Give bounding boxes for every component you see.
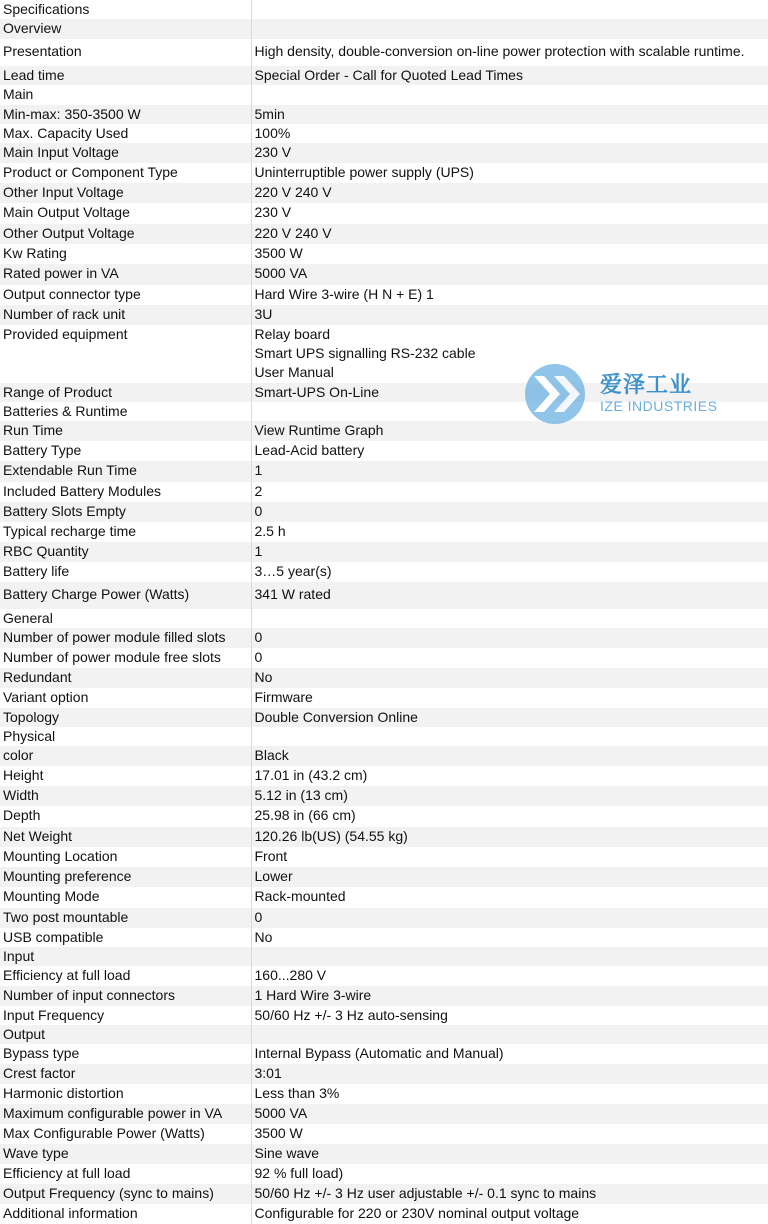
spec-row <box>0 203 768 224</box>
spec-value <box>251 85 768 105</box>
spec-label: Max. Capacity Used <box>0 124 251 143</box>
spec-value: 2.5 h <box>251 522 768 542</box>
watermark-brand-en: IZE INDUSTRIES <box>600 398 717 414</box>
spec-value: 2 <box>251 482 768 502</box>
spec-label: USB compatible <box>0 928 251 947</box>
spec-value: 1 <box>251 542 768 562</box>
section-title: Input <box>0 947 251 966</box>
spec-row <box>0 986 768 1006</box>
spec-label: Other Input Voltage <box>0 183 251 203</box>
spec-value: Less than 3% <box>251 1084 768 1104</box>
watermark-brand-cn: 爱泽工业 <box>600 368 692 399</box>
spec-label: Width <box>0 786 251 806</box>
spec-value <box>251 727 768 746</box>
spec-value: 5min <box>251 105 768 124</box>
spec-row <box>0 1204 768 1224</box>
spec-value: 1 <box>251 461 768 482</box>
spec-value: 5.12 in (13 cm) <box>251 786 768 806</box>
spec-row <box>0 688 768 708</box>
spec-value: No <box>251 668 768 688</box>
spec-row <box>0 39 768 66</box>
spec-label: Variant option <box>0 688 251 708</box>
spec-value: Smart-UPS On-Line <box>251 383 768 402</box>
spec-label: Crest factor <box>0 1064 251 1084</box>
spec-value: 220 V 240 V <box>251 224 768 244</box>
spec-label: Provided equipment <box>0 325 251 383</box>
spec-value: No <box>251 928 768 947</box>
spec-label: Range of Product <box>0 383 251 402</box>
spec-label: Max Configurable Power (Watts) <box>0 1124 251 1144</box>
spec-row <box>0 522 768 542</box>
section-title: Main <box>0 85 251 105</box>
spec-row <box>0 482 768 502</box>
spec-row <box>0 183 768 203</box>
spec-label: Product or Component Type <box>0 163 251 183</box>
spec-value: 3U <box>251 305 768 325</box>
spec-label: Additional information <box>0 1204 251 1224</box>
spec-label: Number of power module filled slots <box>0 628 251 648</box>
spec-value: 230 V <box>251 203 768 224</box>
spec-row <box>0 383 768 402</box>
spec-value: 3:01 <box>251 1064 768 1084</box>
spec-label: Battery Type <box>0 441 251 461</box>
spec-label: Presentation <box>0 39 251 66</box>
spec-value: 5000 VA <box>251 264 768 285</box>
spec-row <box>0 1064 768 1084</box>
spec-value: Special Order - Call for Quoted Lead Times <box>251 66 768 85</box>
section-title: Physical <box>0 727 251 746</box>
spec-value: 120.26 lb(US) (54.55 kg) <box>251 827 768 847</box>
spec-row <box>0 1104 768 1124</box>
spec-label: Number of input connectors <box>0 986 251 1006</box>
spec-value: 25.98 in (66 cm) <box>251 806 768 827</box>
spec-row <box>0 827 768 847</box>
spec-row <box>0 502 768 522</box>
spec-label: Bypass type <box>0 1044 251 1064</box>
spec-row <box>0 66 768 85</box>
spec-label: Main Input Voltage <box>0 143 251 163</box>
spec-row <box>0 143 768 163</box>
spec-label: Mounting Mode <box>0 887 251 908</box>
section-header-row <box>0 1025 768 1044</box>
spec-row <box>0 163 768 183</box>
spec-value: 3…5 year(s) <box>251 562 768 582</box>
spec-row <box>0 461 768 482</box>
spec-row <box>0 562 768 582</box>
spec-value <box>251 0 768 19</box>
section-title: Specifications <box>0 0 251 19</box>
spec-value: High density, double-conversion on-line power protection with scalable runtime. <box>251 39 768 66</box>
spec-value-line: Smart UPS signalling RS-232 cable <box>255 344 768 363</box>
spec-row <box>0 746 768 766</box>
section-header-row <box>0 19 768 39</box>
spec-label: Other Output Voltage <box>0 224 251 244</box>
spec-label: Rated power in VA <box>0 264 251 285</box>
spec-value <box>251 1025 768 1044</box>
spec-value: Internal Bypass (Automatic and Manual) <box>251 1044 768 1064</box>
spec-value: Lead-Acid battery <box>251 441 768 461</box>
spec-row <box>0 806 768 827</box>
section-header-row <box>0 609 768 628</box>
spec-value: 17.01 in (43.2 cm) <box>251 766 768 786</box>
spec-label: Height <box>0 766 251 786</box>
spec-row <box>0 582 768 609</box>
spec-value <box>251 947 768 966</box>
spec-row <box>0 1044 768 1064</box>
section-header-row <box>0 402 768 421</box>
spec-label: Output Frequency (sync to mains) <box>0 1184 251 1204</box>
spec-row <box>0 1084 768 1104</box>
spec-row <box>0 648 768 668</box>
spec-label: RBC Quantity <box>0 542 251 562</box>
section-title: Batteries & Runtime <box>0 402 251 421</box>
spec-value: 1 Hard Wire 3-wire <box>251 986 768 1006</box>
spec-label: Number of rack unit <box>0 305 251 325</box>
spec-label: Efficiency at full load <box>0 966 251 986</box>
spec-label: Input Frequency <box>0 1006 251 1025</box>
spec-label: Two post mountable <box>0 908 251 928</box>
spec-value: 0 <box>251 648 768 668</box>
spec-row <box>0 1164 768 1184</box>
spec-value: 341 W rated <box>251 582 768 609</box>
spec-row <box>0 1124 768 1144</box>
spec-label: Net Weight <box>0 827 251 847</box>
spec-value-line: Relay board <box>255 325 768 344</box>
spec-row <box>0 766 768 786</box>
section-title: Output <box>0 1025 251 1044</box>
spec-value: View Runtime Graph <box>251 421 768 441</box>
spec-value: 220 V 240 V <box>251 183 768 203</box>
section-header-row <box>0 727 768 746</box>
spec-value: Rack-mounted <box>251 887 768 908</box>
section-header-row <box>0 0 768 19</box>
spec-value: Black <box>251 746 768 766</box>
spec-label: Typical recharge time <box>0 522 251 542</box>
spec-value: Double Conversion Online <box>251 708 768 727</box>
spec-row <box>0 264 768 285</box>
spec-value-line: User Manual <box>255 363 768 382</box>
spec-value: 0 <box>251 628 768 648</box>
spec-label: Min-max: 350-3500 W <box>0 105 251 124</box>
spec-row <box>0 628 768 648</box>
section-title: Overview <box>0 19 251 39</box>
spec-row <box>0 887 768 908</box>
spec-value: 160...280 V <box>251 966 768 986</box>
section-header-row <box>0 85 768 105</box>
spec-label: Mounting Location <box>0 847 251 867</box>
spec-row <box>0 847 768 867</box>
spec-value: Firmware <box>251 688 768 708</box>
spec-value: 100% <box>251 124 768 143</box>
spec-value <box>251 325 768 383</box>
spec-value: 0 <box>251 502 768 522</box>
spec-row <box>0 1144 768 1164</box>
spec-value: 3500 W <box>251 244 768 264</box>
spec-row <box>0 1184 768 1204</box>
spec-row <box>0 542 768 562</box>
spec-label: Battery Slots Empty <box>0 502 251 522</box>
section-header-row <box>0 947 768 966</box>
spec-row <box>0 244 768 264</box>
spec-value <box>251 402 768 421</box>
spec-row <box>0 285 768 305</box>
spec-value <box>251 609 768 628</box>
spec-label: Maximum configurable power in VA <box>0 1104 251 1124</box>
spec-label: Wave type <box>0 1144 251 1164</box>
spec-label: Main Output Voltage <box>0 203 251 224</box>
spec-label: Output connector type <box>0 285 251 305</box>
spec-row <box>0 668 768 688</box>
spec-value: Configurable for 220 or 230V nominal output voltage <box>251 1204 768 1224</box>
spec-label: color <box>0 746 251 766</box>
spec-row <box>0 966 768 986</box>
spec-value: 3500 W <box>251 1124 768 1144</box>
spec-value: Uninterruptible power supply (UPS) <box>251 163 768 183</box>
spec-label: Mounting preference <box>0 867 251 887</box>
spec-label: Battery life <box>0 562 251 582</box>
spec-row <box>0 908 768 928</box>
spec-label: Run Time <box>0 421 251 441</box>
spec-label: Extendable Run Time <box>0 461 251 482</box>
spec-row <box>0 325 768 383</box>
spec-value: 0 <box>251 908 768 928</box>
spec-label: Efficiency at full load <box>0 1164 251 1184</box>
spec-row <box>0 441 768 461</box>
spec-label: Redundant <box>0 668 251 688</box>
spec-row <box>0 1006 768 1025</box>
spec-row <box>0 305 768 325</box>
spec-value: Hard Wire 3-wire (H N + E) 1 <box>251 285 768 305</box>
spec-label: Battery Charge Power (Watts) <box>0 582 251 609</box>
spec-label: Topology <box>0 708 251 727</box>
spec-label: Included Battery Modules <box>0 482 251 502</box>
spec-value: 92 % full load) <box>251 1164 768 1184</box>
spec-value: Lower <box>251 867 768 887</box>
spec-label: Number of power module free slots <box>0 648 251 668</box>
spec-row <box>0 786 768 806</box>
spec-row <box>0 867 768 887</box>
spec-row <box>0 421 768 441</box>
section-title: General <box>0 609 251 628</box>
spec-value: 50/60 Hz +/- 3 Hz user adjustable +/- 0.1 sync to mains <box>251 1184 768 1204</box>
spec-row <box>0 224 768 244</box>
spec-row <box>0 928 768 947</box>
spec-row <box>0 105 768 124</box>
spec-value: 5000 VA <box>251 1104 768 1124</box>
spec-label: Harmonic distortion <box>0 1084 251 1104</box>
spec-label: Kw Rating <box>0 244 251 264</box>
spec-value: 50/60 Hz +/- 3 Hz auto-sensing <box>251 1006 768 1025</box>
spec-label: Lead time <box>0 66 251 85</box>
spec-value <box>251 19 768 39</box>
spec-value: Front <box>251 847 768 867</box>
spec-value: 230 V <box>251 143 768 163</box>
spec-value: Sine wave <box>251 1144 768 1164</box>
spec-row <box>0 124 768 143</box>
spec-row <box>0 708 768 727</box>
spec-label: Depth <box>0 806 251 827</box>
